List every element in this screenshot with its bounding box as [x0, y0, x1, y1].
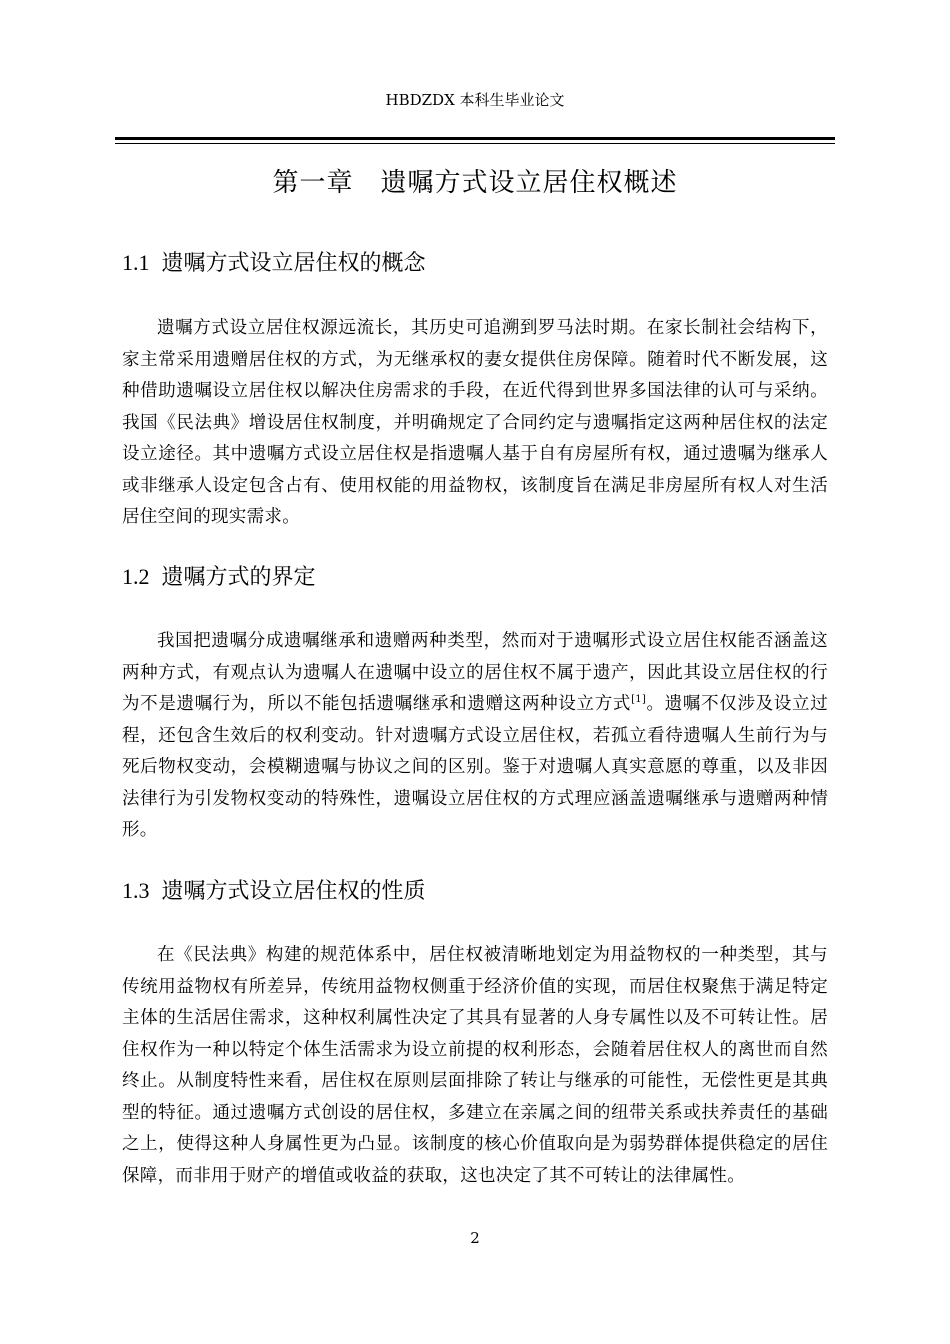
- section-title-text: 遗嘱方式设立居住权的概念: [161, 251, 426, 276]
- header-rule-thin: [115, 143, 835, 144]
- section-title-text: 遗嘱方式的界定: [161, 565, 316, 590]
- section-heading-1-3: [122, 876, 426, 907]
- paragraph-1-1: 遗嘱方式设立居住权源远流长，其历史可追溯到罗马法时期。在家长制社会结构下，家主常采用遗赠居住权的方式，为无继承权的妻女提供住房保障。随着时代不断发展，这种借助遗嘱设立居住权以解决住房需求的手段，在近代得到世界多国法律的认可与采纳。我国《民法典》增设居住权制度，并明确规定了合同约定与遗嘱指定这两种居住权的法定设立途径。其中遗嘱方式设立居住权是指遗嘱人基于自有房屋所有权，通过遗嘱为继承人或非继承人设定包含占有、使用权能的用益物权，该制度旨在满足非房屋所有权人对生活居住空间的现实需求。: [122, 318, 828, 527]
- page-number: 2: [470, 1229, 480, 1247]
- header-rule-thick: [115, 137, 835, 140]
- citation-marker: [1]: [631, 694, 647, 706]
- section-number: 1.2: [122, 564, 150, 589]
- paragraph-1-2: [122, 626, 828, 847]
- section-number: 1.1: [122, 250, 150, 275]
- section-title-text: 遗嘱方式设立居住权的性质: [161, 879, 426, 904]
- paragraph-text: 。遗嘱不仅涉及设立过程，还包含生效后的权利变动。针对遗嘱方式设立居住权，若孤立看待遗嘱人生前行为与死后物权变动，会模糊遗嘱与协议之间的区别。鉴于对遗嘱人真实意愿的尊重，以及非因法律行为引发物权变动的特殊性，遗嘱设立居住权的方式理应涵盖遗嘱继承与遗赠两种情形。: [122, 694, 828, 840]
- chapter-title: 第一章 遗嘱方式设立居住权概述: [272, 168, 678, 198]
- paragraph-1-3: 在《民法典》构建的规范体系中，居住权被清晰地划定为用益物权的一种类型，其与传统用益物权有所差异，传统用益物权侧重于经济价值的实现，而居住权聚焦于满足特定主体的生活居住需求，这种权利属性决定了其具有显著的人身专属性以及不可转让性。居住权作为一种以特定个体生活需求为设立前提的权利形态，会随着居住权人的离世而自然终止。从制度特性来看，居住权在原则层面排除了转让与继承的可能性，无偿性更是其典型的特征。通过遗嘱方式创设的居住权，多建立在亲属之间的纽带关系或扶养责任的基础之上，使得这种人身属性更为凸显。该制度的核心价值取向是为弱势群体提供稳定的居住保障，而非用于财产的增值或收益的获取，这也决定了其不可转让的法律属性。: [122, 945, 828, 1186]
- section-heading-1-1: [122, 248, 426, 279]
- paragraph-text: 我国把遗嘱分成遗嘱继承和遗赠两种类型，然而对于遗嘱形式设立居住权能否涵盖这两种方式，有观点认为遗嘱人在遗嘱中设立的居住权不属于遗产，因此其设立居住权的行为不是遗嘱行为，所以不能包括遗嘱继承和遗赠这两种设立方式: [122, 631, 828, 714]
- running-header: HBDZDX 本科生毕业论文: [385, 91, 565, 109]
- section-heading-1-2: [122, 562, 316, 593]
- section-number: 1.3: [122, 878, 150, 903]
